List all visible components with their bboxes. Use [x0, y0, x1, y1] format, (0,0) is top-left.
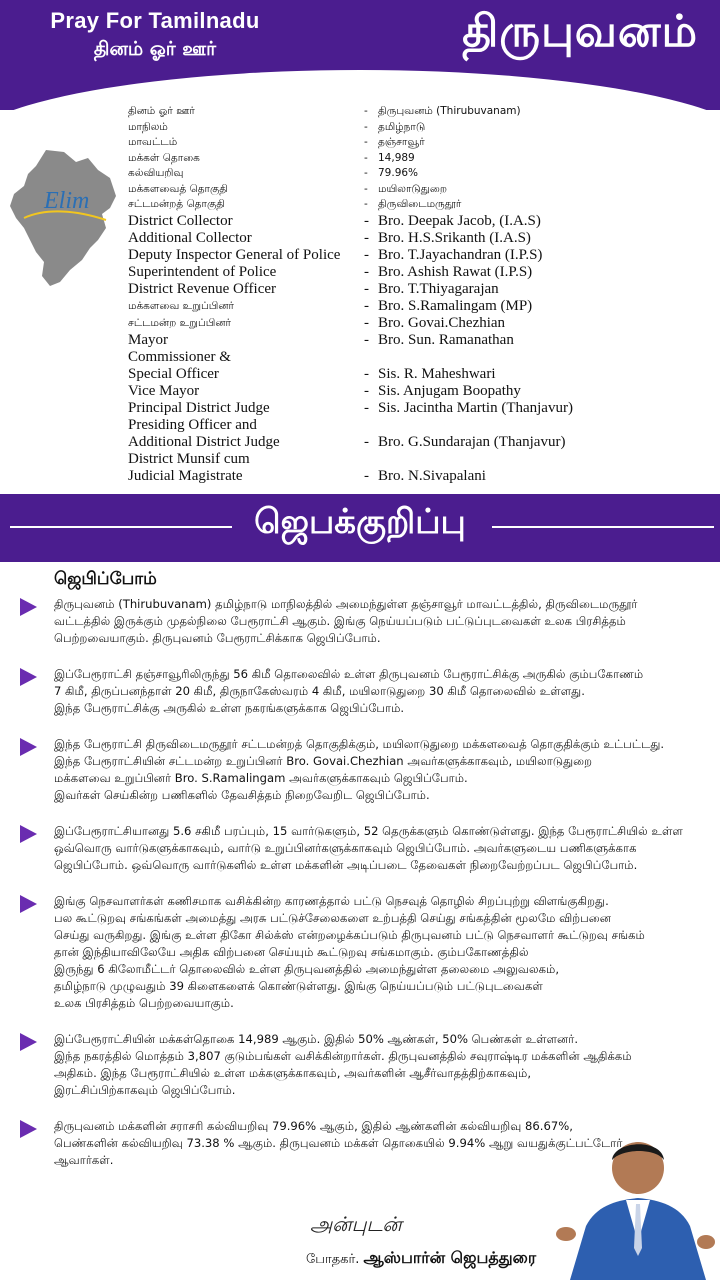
elim-logo: Elim [44, 188, 90, 214]
paragraph-line: செய்து வருகிறது. இங்கு உள்ள திகோ சில்க்ஸ் என்றழைக்கப்படும் திருபுவனம் பட்டு நெசவாளர் கூட்டுறவு சங்கம் [54, 928, 645, 942]
info-value: Sis. Anjugam Boopathy [378, 382, 521, 399]
info-row [128, 135, 708, 151]
info-row [128, 182, 708, 198]
info-label: தினம் ஓர் ஊர் [128, 105, 195, 117]
banner-title: ஜெபக்குறிப்பு [254, 502, 466, 542]
pastor-name: ஆஸ்பார்ன் ஜெபத்துரை [363, 1248, 537, 1267]
info-dash: - [364, 263, 369, 280]
info-row [128, 104, 708, 120]
prayer-paragraph [20, 736, 710, 804]
town-title: திருபுவனம் [462, 6, 698, 57]
info-dash: - [364, 229, 369, 246]
info-label: Commissioner & [128, 348, 231, 365]
bullet-arrow-icon [20, 825, 37, 843]
info-label: சட்டமன்றத் தொகுதி [128, 198, 225, 210]
paragraph-line: ஆவார்கள். [54, 1153, 114, 1167]
info-value: திருவிடைமருதூர் [378, 198, 462, 210]
info-row [128, 332, 708, 349]
info-dash: - [364, 365, 369, 382]
paragraph-line: இப்பேரூராட்சி தஞ்சாவூரிலிருந்து 56 கிமீ தொலைவில் உள்ள திருபுவனம் பேரூராட்சிக்கு அருகில் கும்பகோணம் [54, 667, 644, 681]
info-row [128, 264, 708, 281]
info-label: Deputy Inspector General of Police [128, 246, 341, 263]
paragraph-line: திருபுவனம் (Thirubuvanam) தமிழ்நாடு மாநிலத்தில் அமைந்துள்ள தஞ்சாவூர் மாவட்டத்தில், திருவிடைமருதூர் [54, 597, 638, 611]
info-dash: - [364, 297, 369, 314]
info-label: Mayor [128, 331, 168, 348]
info-dash: - [364, 167, 368, 179]
prayer-paragraph [20, 1031, 710, 1099]
prayer-paragraph [20, 666, 710, 717]
info-dash: - [364, 246, 369, 263]
info-row [128, 197, 708, 213]
info-label: மாநிலம் [128, 120, 168, 133]
info-row [128, 383, 708, 400]
info-table [128, 104, 708, 485]
info-row [128, 400, 708, 417]
prayer-paragraph [20, 893, 710, 1012]
paragraph-line: ஜெபிப்போம். ஒவ்வொரு வார்டுகளில் உள்ள மக்களின் அடிப்படை தேவைகள் நிறைவேற்றப்பட ஜெபிப்போம். [54, 858, 638, 872]
info-label: Additional District Judge [128, 433, 280, 450]
info-row [128, 281, 708, 298]
info-value: Bro. Ashish Rawat (I.P.S) [378, 263, 533, 280]
info-label: Presiding Officer and [128, 416, 257, 433]
info-dash: - [364, 120, 368, 133]
info-value: தஞ்சாவூர் [378, 136, 425, 148]
bullet-arrow-icon [20, 738, 37, 756]
info-value: Bro. T.Jayachandran (I.P.S) [378, 246, 543, 263]
prayer-paragraph [20, 823, 710, 874]
info-label: Superintendent of Police [128, 263, 277, 280]
info-value: Bro. G.Sundarajan (Thanjavur) [378, 433, 566, 450]
tagline-english: Pray For Tamilnadu [50, 8, 260, 33]
info-label: மாவட்டம் [128, 136, 178, 148]
paragraph-line: இங்கு நெசவாளர்கள் கணிசமாக வசிக்கின்ற காரணத்தால் பட்டு நெசவுத் தொழில் சிறப்புற்று விளங்குகிறது. [54, 894, 609, 908]
info-label: District Munsif cum [128, 450, 250, 467]
signature-name [306, 1248, 536, 1269]
info-value: திருபுவனம் (Thirubuvanam) [378, 105, 521, 117]
header-tagline [40, 8, 270, 63]
prayer-paragraphs [20, 596, 710, 1188]
paragraph-line: பெண்களின் கல்வியறிவு 73.38 % ஆகும். திருபுவனம் மக்கள் தொகையில் 9.94% ஆறு வயதுக்குட்பட்டோர் [54, 1136, 623, 1150]
bullet-arrow-icon [20, 668, 37, 686]
bullet-arrow-icon [20, 598, 37, 616]
info-label: Judicial Magistrate [128, 467, 243, 484]
info-dash: - [364, 105, 368, 117]
pastor-photo-icon [556, 1130, 720, 1280]
info-label: மக்கள் தொகை [128, 151, 200, 164]
info-value: Bro. T.Thiyagarajan [378, 280, 499, 297]
info-value: Bro. H.S.Srikanth (I.A.S) [378, 229, 531, 246]
info-label: Special Officer [128, 365, 219, 382]
info-value: 79.96% [378, 167, 419, 179]
info-dash: - [364, 198, 368, 210]
info-value: Bro. Sun. Ramanathan [378, 331, 514, 348]
info-label: Additional Collector [128, 229, 252, 246]
info-dash: - [364, 382, 369, 399]
info-label: District Collector [128, 212, 233, 229]
paragraph-line: வட்டத்தில் இருக்கும் முதல்நிலை பேரூராட்சி ஆகும். இங்கு நெய்யப்படும் பட்டுப்புடவைகள் உலக பிரசித்தம் [54, 614, 626, 628]
info-row [128, 151, 708, 167]
info-dash: - [364, 467, 369, 484]
info-row [128, 315, 708, 332]
info-row [128, 417, 708, 434]
info-dash: - [364, 182, 368, 195]
info-value: Bro. Govai.Chezhian [378, 314, 506, 331]
info-dash: - [364, 399, 369, 416]
info-row [128, 120, 708, 136]
info-value: Bro. S.Ramalingam (MP) [378, 297, 533, 314]
info-label: மக்களவைத் தொகுதி [128, 182, 228, 195]
paragraph-line: மக்களவை உறுப்பினர் Bro. S.Ramalingam அவர்களுக்காகவும் ஜெபிப்போம். [54, 771, 468, 785]
info-value: மயிலாடுதுறை [378, 182, 447, 195]
info-label: கல்வியறிவு [128, 167, 184, 179]
tamilnadu-map-icon [6, 148, 126, 288]
info-dash: - [364, 331, 369, 348]
info-dash: - [364, 280, 369, 297]
info-dash: - [364, 212, 369, 229]
info-label: Vice Mayor [128, 382, 200, 399]
paragraph-line: இந்த பேரூராட்சிக்கு அருகில் உள்ள நகரங்களுக்காக ஜெபிப்போம். [54, 701, 405, 715]
info-value: Bro. Deepak Jacob, (I.A.S) [378, 212, 541, 229]
header-banner [0, 0, 720, 110]
info-label: மக்களவை உறுப்பினர் [128, 299, 235, 312]
paragraph-line: இந்த பேரூராட்சி திருவிடைமருதூர் சட்டமன்றத் தொகுதிக்கும், மயிலாடுதுறை மக்களவைத் தொகுதிக்கும் உட்பட்டது. [54, 737, 665, 751]
info-label: சட்டமன்ற உறுப்பினர் [128, 316, 232, 329]
paragraph-line: திருபுவனம் மக்களின் சராசரி கல்வியறிவு 79.96% ஆகும், இதில் ஆண்களின் கல்வியறிவு 86.67%, [54, 1119, 573, 1133]
section-title: ஜெபிப்போம் [54, 569, 157, 589]
paragraph-line: அதிகம். இந்த பேரூராட்சியில் உள்ள மக்களுக்காகவும், அவர்களின் ஆசீர்வாதத்திற்காகவும், [54, 1066, 532, 1080]
info-row [128, 451, 708, 468]
info-label: Principal District Judge [128, 399, 270, 416]
paragraph-line: இந்த பேரூராட்சியின் சட்டமன்ற உறுப்பினர் Bro. Govai.Chezhian அவர்களுக்காகவும், மயிலாடுதுறை [54, 754, 593, 768]
info-row [128, 247, 708, 264]
signature-title: போதகர். [306, 1252, 360, 1267]
info-dash: - [364, 433, 369, 450]
paragraph-line: 7 கிமீ, திருப்பனந்தாள் 20 கிமீ, திருநாகேஸ்வரம் 4 கிமீ, மயிலாடுதுறை 30 கிமீ தொலைவில் உள்ளது. [54, 684, 585, 698]
bullet-arrow-icon [20, 1120, 37, 1138]
paragraph-line: இவர்கள் செய்கின்ற பணிகளில் தேவசித்தம் நிறைவேறிட ஜெபிப்போம். [54, 788, 430, 802]
info-dash: - [364, 136, 368, 148]
info-value: 14,989 [378, 151, 415, 164]
signature-regards: அன்புடன் [310, 1212, 402, 1236]
info-value: Bro. N.Sivapalani [378, 467, 486, 484]
paragraph-line: இரட்சிப்பிற்காகவும் ஜெபிப்போம். [54, 1083, 236, 1097]
paragraph-line: ஒவ்வொரு வார்டுகளுக்காகவும், வார்டு உறுப்பினர்களுக்காகவும் ஜெபிப்போம். அவர்களுடைய பணிகளுக்காக [54, 841, 637, 855]
info-dash: - [364, 314, 369, 331]
paragraph-line: பல கூட்டுறவு சங்கங்கள் அமைத்து அரசு பட்டுச்சேலைகளை உற்பத்தி செய்து சங்கத்தின் மூலமே விற்பனை [54, 911, 612, 925]
info-dash: - [364, 151, 368, 164]
info-row [128, 166, 708, 182]
info-value: Sis. Jacintha Martin (Thanjavur) [378, 399, 573, 416]
prayer-banner [0, 494, 720, 562]
paragraph-line: இப்பேரூராட்சியின் மக்கள்தொகை 14,989 ஆகும். இதில் 50% ஆண்கள், 50% பெண்கள் உள்ளனர். [54, 1032, 579, 1046]
info-row [128, 298, 708, 315]
info-row [128, 349, 708, 366]
tagline-tamil: தினம் ஓர் ஊர் [93, 38, 217, 60]
info-label: District Revenue Officer [128, 280, 277, 297]
info-row [128, 434, 708, 451]
paragraph-line: இந்த நகரத்தில் மொத்தம் 3,807 குடும்பங்கள் வசிக்கின்றார்கள். திருபுவனத்தில் சவுராஷ்டிர மக்களின் ஆதிக்கம் [54, 1049, 632, 1063]
prayer-paragraph [20, 596, 710, 647]
bullet-arrow-icon [20, 1033, 37, 1051]
info-value: தமிழ்நாடு [378, 120, 426, 133]
info-row [128, 468, 708, 485]
paragraph-line: உலக பிரசித்தம் பெற்றவையாகும். [54, 996, 234, 1010]
bullet-arrow-icon [20, 895, 37, 913]
info-value: Sis. R. Maheshwari [378, 365, 496, 382]
paragraph-line: இப்பேரூராட்சியானது 5.6 சகிமீ பரப்பும், 15 வார்டுகளும், 52 தெருக்களும் கொண்டுள்ளது. இந்த பேரூராட்சியில் உள்ள [54, 824, 683, 838]
info-row [128, 230, 708, 247]
paragraph-line: இருந்து 6 கிலோமீட்டர் தொலைவில் உள்ள திருபுவனத்தில் அமைந்துள்ள தலைமை அலுவலகம், [54, 962, 560, 976]
paragraph-line: தமிழ்நாடு முழுவதும் 39 கிளைகளைக் கொண்டுள்ளது. இங்கு நெய்யப்படும் பட்டுபுடவைகள் [54, 979, 543, 993]
info-row [128, 213, 708, 230]
info-row [128, 366, 708, 383]
paragraph-line: தான் இந்தியாவிலேயே அதிக விற்பனை செய்யும் கூட்டுறவு சங்கமாகும். கும்பகோணத்தில் [54, 945, 529, 959]
paragraph-line: பெற்றவையாகும். திருபுவனம் பேரூராட்சிக்காக ஜெபிப்போம். [54, 631, 381, 645]
